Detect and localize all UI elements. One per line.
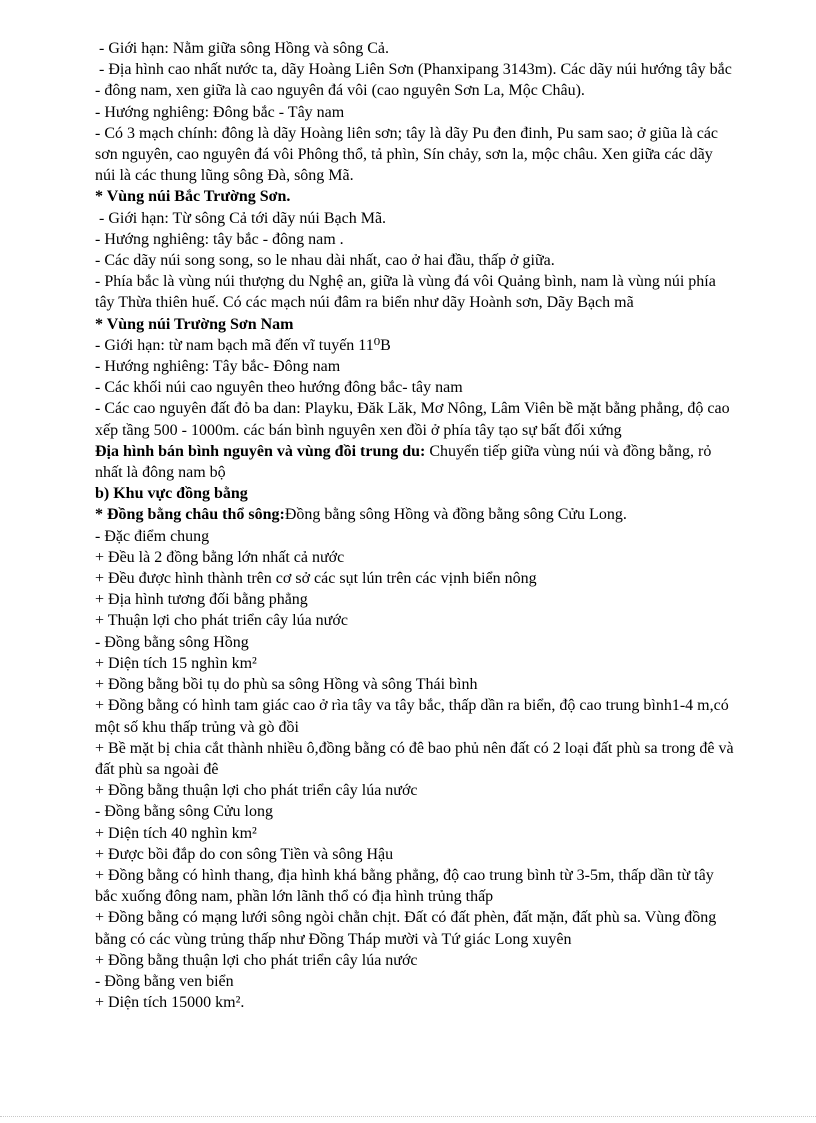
paragraph-text: - Đồng bằng sông Hồng — [95, 633, 249, 651]
paragraph — [95, 208, 736, 229]
paragraph — [95, 229, 736, 250]
paragraph-text: + Đồng bằng bồi tụ do phù sa sông Hồng và sông Thái bình — [95, 676, 478, 694]
paragraph-text: + Địa hình tương đối bằng phẳng — [95, 591, 308, 609]
paragraph-heading: * Vùng núi Trường Sơn Nam — [95, 315, 294, 333]
paragraph — [95, 335, 736, 356]
paragraph-text: + Đều là 2 đồng bằng lớn nhất cả nước — [95, 548, 345, 566]
paragraph-text: - Hướng nghiêng: Tây bắc- Đông nam — [95, 358, 341, 376]
document-body — [95, 38, 736, 1013]
paragraph — [95, 123, 736, 187]
paragraph — [95, 271, 736, 313]
paragraph-text: - Giới hạn: Từ sông Cả tới dãy núi Bạch Mã. — [95, 209, 387, 227]
paragraph-text: - Địa hình cao nhất nước ta, dãy Hoàng Liên Sơn (Phanxipang 3143m). Các dãy núi hướng tây bắc - đông nam, xen giữa là cao nguyên đá vôi (cao nguyên Sơn La, Mộc Châu). — [95, 61, 736, 100]
paragraph-text: + Thuận lợi cho phát triển cây lúa nước — [95, 612, 348, 630]
paragraph-heading: * Đồng bằng châu thổ sông: — [95, 506, 285, 524]
paragraph — [95, 186, 736, 207]
paragraph — [95, 102, 736, 123]
paragraph-text: + Diện tích 40 nghìn km² — [95, 824, 257, 842]
paragraph — [95, 844, 736, 865]
paragraph-text: - Đồng bằng ven biển — [95, 972, 234, 990]
paragraph — [95, 823, 736, 844]
paragraph — [95, 950, 736, 971]
paragraph-text: + Đồng bằng có hình thang, địa hình khá bằng phẳng, độ cao trung bình từ 3-5m, thấp dần từ tây bắc xuống đông nam, phần lớn lãnh thổ có địa hình trủng thấp — [95, 866, 718, 906]
paragraph-heading: b) Khu vực đồng bằng — [95, 485, 248, 503]
paragraph — [95, 695, 736, 737]
paragraph — [95, 971, 736, 992]
paragraph-text: + Đồng bằng thuận lợi cho phát triển cây lúa nước — [95, 782, 418, 800]
paragraph — [95, 632, 736, 653]
paragraph-text: Đồng bằng sông Hồng và đồng bằng sông Cửu Long. — [284, 506, 627, 524]
paragraph-text: - Hướng nghiêng: Đông bắc - Tây nam — [95, 103, 345, 121]
paragraph-text: + Đồng bằng có hình tam giác cao ở rìa tây va tây bắc, thấp dần ra biển, độ cao trung bình1-4 m,có một số khu thấp trủng và gò đồi — [95, 697, 733, 736]
paragraph-text: + Bề mặt bị chia cắt thành nhiều ô,đồng bằng có đê bao phủ nên đất có 2 loại đất phù sa trong đê và đất phù sa ngoài đê — [95, 739, 738, 778]
paragraph — [95, 377, 736, 398]
paragraph — [95, 398, 736, 440]
paragraph-text: - Đồng bằng sông Cửu long — [95, 803, 273, 821]
paragraph — [95, 250, 736, 271]
page-bottom-edge — [0, 1116, 816, 1117]
paragraph — [95, 568, 736, 589]
paragraph-text: + Đồng bằng thuận lợi cho phát triển cây lúa nước — [95, 951, 418, 969]
paragraph — [95, 738, 736, 780]
paragraph — [95, 441, 736, 483]
paragraph-text: + Được bồi đắp do con sông Tiền và sông Hậu — [95, 845, 394, 863]
paragraph — [95, 547, 736, 568]
paragraph — [95, 653, 736, 674]
paragraph-text: - Các dãy núi song song, so le nhau dài nhất, cao ở hai đầu, thấp ở giữa. — [95, 252, 555, 270]
paragraph-heading: Địa hình bán bình nguyên và vùng đồi trung du: — [95, 442, 426, 460]
paragraph-text: Chuyển tiếp giữa vùng núi và đồng bằng, rỏ nhất là đông nam bộ — [95, 442, 716, 482]
paragraph-text: + Diện tích 15 nghìn km² — [95, 654, 257, 672]
paragraph-text: - Có 3 mạch chính: đông là dãy Hoàng liên sơn; tây là dãy Pu đen đinh, Pu sam sao; ở giũa là các sơn nguyên, cao nguyên đá vôi Phông thổ, tả phìn, Sín chảy, sơn la, mộc châu. Xen giữa các dãy núi là các thung lũng sông Đà, sông Mã. — [95, 124, 723, 185]
paragraph-text: - Các cao nguyên đất đỏ ba dan: Playku, Đăk Lăk, Mơ Nông, Lâm Viên bề mặt bằng phẳng, độ cao xếp tầng 500 - 1000m. các bán bình nguyên xen đồi ở phía tây tạo sự bất đối xứng — [95, 400, 734, 439]
paragraph-text: + Diện tích 15000 km². — [95, 994, 245, 1012]
paragraph — [95, 610, 736, 631]
paragraph-text: - Hướng nghiêng: tây bắc - đông nam . — [95, 230, 344, 248]
paragraph-heading: * Vùng núi Bắc Trường Sơn. — [95, 188, 291, 206]
paragraph — [95, 907, 736, 949]
paragraph — [95, 780, 736, 801]
paragraph — [95, 865, 736, 907]
paragraph-text: - Phía bắc là vùng núi thượng du Nghệ an, giữa là vùng đá vôi Quảng bình, nam là vùng núi phía tây Thừa thiên huế. Có các mạch núi đâm ra biển như dãy Hoành sơn, Dãy Bạch mã — [95, 273, 720, 312]
paragraph — [95, 526, 736, 547]
paragraph-text: + Đồng bằng có mạng lưới sông ngòi chằn chịt. Đất có đất phèn, đất mặn, đất phù sa. Vùng đồng bằng có các vùng trủng thấp như Đồng Tháp mười và Tứ giác Long xuyên — [95, 909, 721, 948]
paragraph — [95, 992, 736, 1013]
paragraph — [95, 674, 736, 695]
paragraph — [95, 356, 736, 377]
paragraph — [95, 314, 736, 335]
paragraph — [95, 59, 736, 101]
paragraph-text: - Đặc điểm chung — [95, 527, 210, 545]
paragraph — [95, 801, 736, 822]
paragraph — [95, 38, 736, 59]
paragraph-text: - Các khối núi cao nguyên theo hướng đông bắc- tây nam — [95, 379, 463, 397]
paragraph — [95, 589, 736, 610]
paragraph — [95, 504, 736, 525]
paragraph — [95, 483, 736, 504]
paragraph-text: + Đều được hình thành trên cơ sở các sụt lún trên các vịnh biển nông — [95, 570, 537, 588]
paragraph-text: - Giới hạn: Nằm giữa sông Hồng và sông Cả. — [95, 40, 389, 57]
paragraph-text: - Giới hạn: từ nam bạch mã đến vĩ tuyến 11⁰B — [95, 336, 391, 354]
